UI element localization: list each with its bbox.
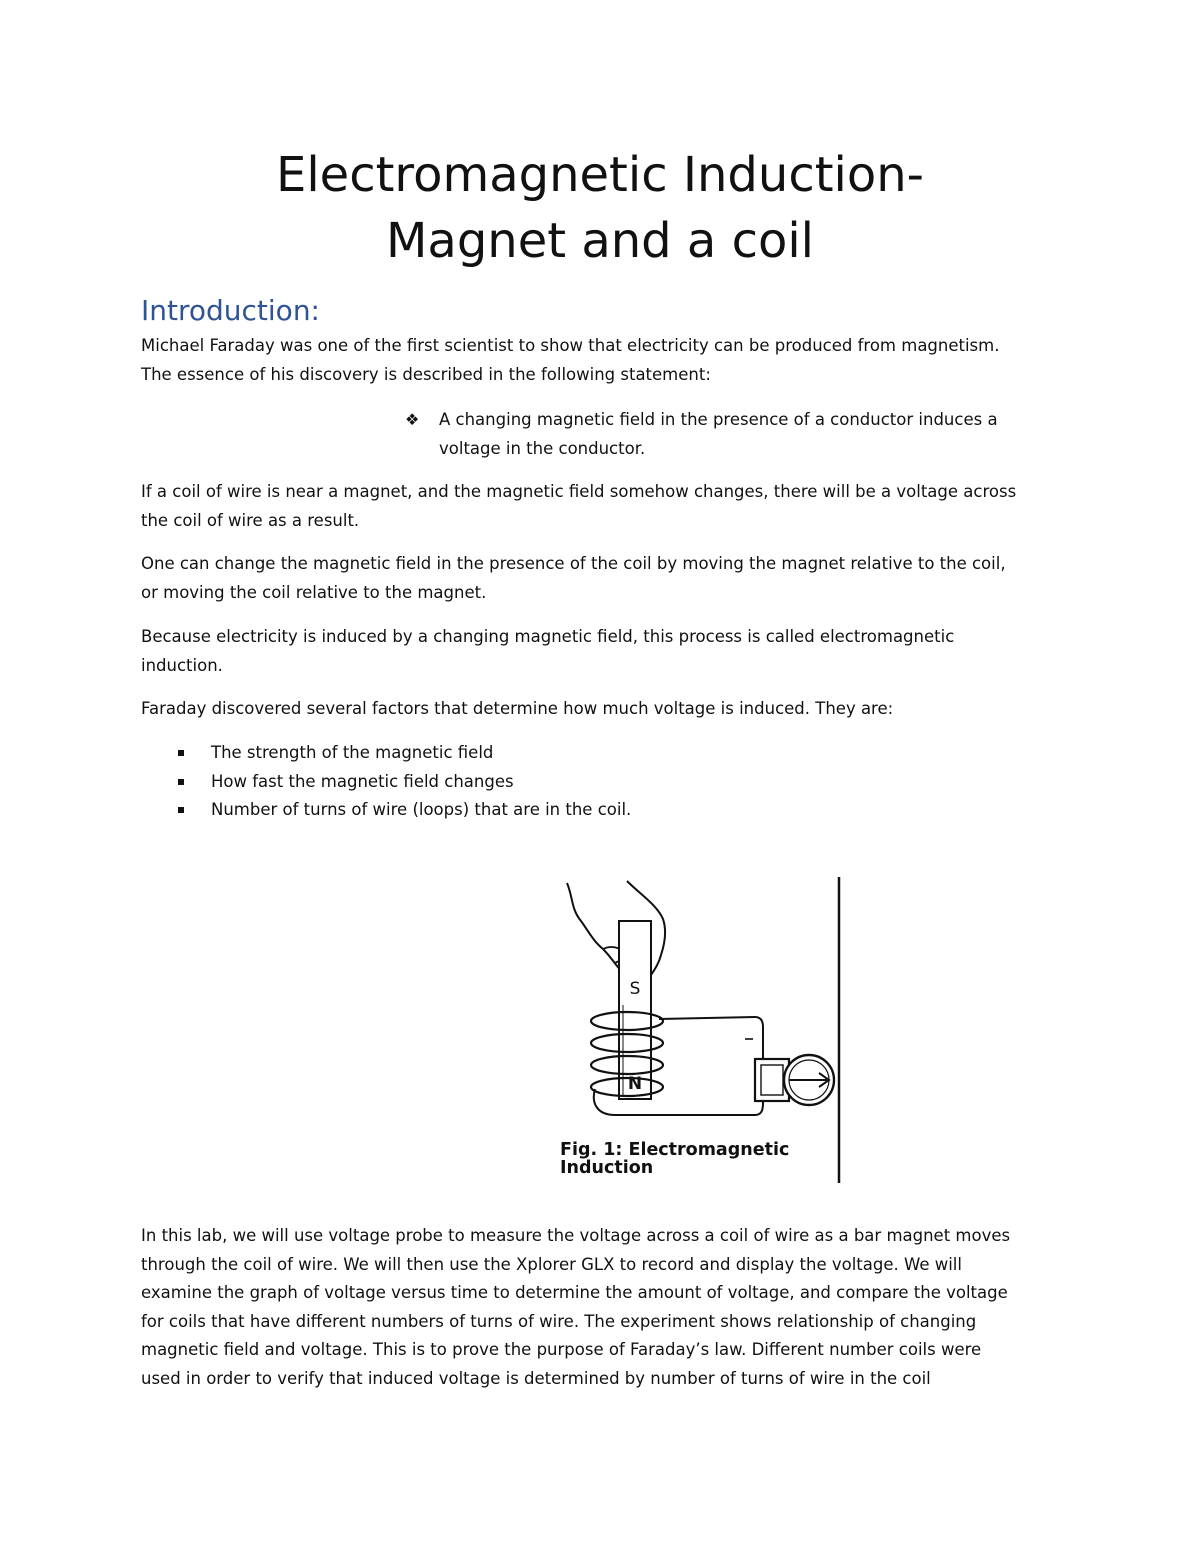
diamond-bullet-icon: ❖ [405, 410, 420, 429]
lab-paragraph-line-1: In this lab, we will use voltage probe to measure the voltage across a coil of wire as a bar magnet moves [141, 1226, 1011, 1245]
intro-paragraph-2 [141, 478, 1071, 535]
square-bullet-icon [178, 750, 184, 756]
factor-text: The strength of the magnetic field [211, 743, 494, 762]
intro-paragraph-1-line-2: The essence of his discovery is described in the following statement: [141, 364, 711, 384]
lab-paragraph-line-3: examine the graph of voltage versus time to determine the amount of voltage, and compare the voltage [141, 1283, 1008, 1302]
factor-text: Number of turns of wire (loops) that are in the coil. [211, 800, 632, 819]
document-title [0, 142, 1200, 274]
lab-paragraph [141, 1222, 1071, 1393]
intro-paragraph-4 [141, 623, 1071, 680]
faraday-statement-text [439, 405, 1045, 463]
intro-paragraph-1 [141, 332, 1071, 389]
intro-paragraph-5: Faraday discovered several factors that determine how much voltage is induced. They are: [141, 699, 894, 718]
faraday-statement-line-2: voltage in the conductor. [439, 439, 646, 458]
faraday-statement-line-1: A changing magnetic field in the presence of a conductor induces a [439, 410, 998, 429]
lab-paragraph-line-2: through the coil of wire. We will then use the Xplorer GLX to record and display the voltage. We will [141, 1254, 962, 1274]
list-item [141, 768, 631, 797]
intro-paragraph-3-line-1: One can change the magnetic field in the presence of the coil by moving the magnet relative to the coil, [141, 554, 1006, 573]
intro-paragraph-2-line-2: the coil of wire as a result. [141, 510, 360, 530]
title-line-1: Electromagnetic Induction- [276, 147, 924, 203]
intro-paragraph-1-line-1: Michael Faraday was one of the first scientist to show that electricity can be produced from magnetism. [141, 336, 1000, 355]
intro-paragraph-4-line-2: induction. [141, 655, 223, 675]
faraday-statement [405, 405, 1045, 463]
square-bullet-icon [178, 807, 184, 813]
lab-paragraph-line-6: used in order to verify that induced voltage is determined by number of turns of wire in the coil [141, 1368, 931, 1388]
list-item [141, 796, 631, 825]
figure-caption-line-1: Fig. 1: Electromagnetic [560, 1140, 790, 1160]
figure-caption-line-2: Induction [560, 1158, 654, 1178]
intro-paragraph-3 [141, 550, 1071, 607]
list-item [141, 739, 631, 768]
title-line-2: Magnet and a coil [386, 213, 814, 269]
hand-outline [567, 883, 623, 973]
intro-paragraph-4-line-1: Because electricity is induced by a changing magnetic field, this process is called electromagnetic [141, 627, 955, 646]
intro-paragraph-2-line-1: If a coil of wire is near a magnet, and the magnetic field somehow changes, there will be a voltage across [141, 482, 1017, 501]
induction-illustration [555, 875, 845, 1185]
square-bullet-icon [178, 779, 184, 785]
lab-paragraph-line-5: magnetic field and voltage. This is to prove the purpose of Faraday’s law. Different number coils were [141, 1340, 982, 1359]
intro-paragraph-3-line-2: or moving the coil relative to the magnet. [141, 582, 487, 602]
factor-text: How fast the magnetic field changes [211, 771, 514, 791]
north-pole-label: N [627, 1074, 643, 1094]
introduction-heading: Introduction: [141, 294, 320, 327]
factors-list [141, 739, 631, 825]
south-pole-label: S [629, 979, 641, 999]
lab-paragraph-line-4: for coils that have different numbers of turns of wire. The experiment shows relationship of changing [141, 1311, 977, 1331]
figure-electromagnetic-induction [555, 875, 845, 1185]
